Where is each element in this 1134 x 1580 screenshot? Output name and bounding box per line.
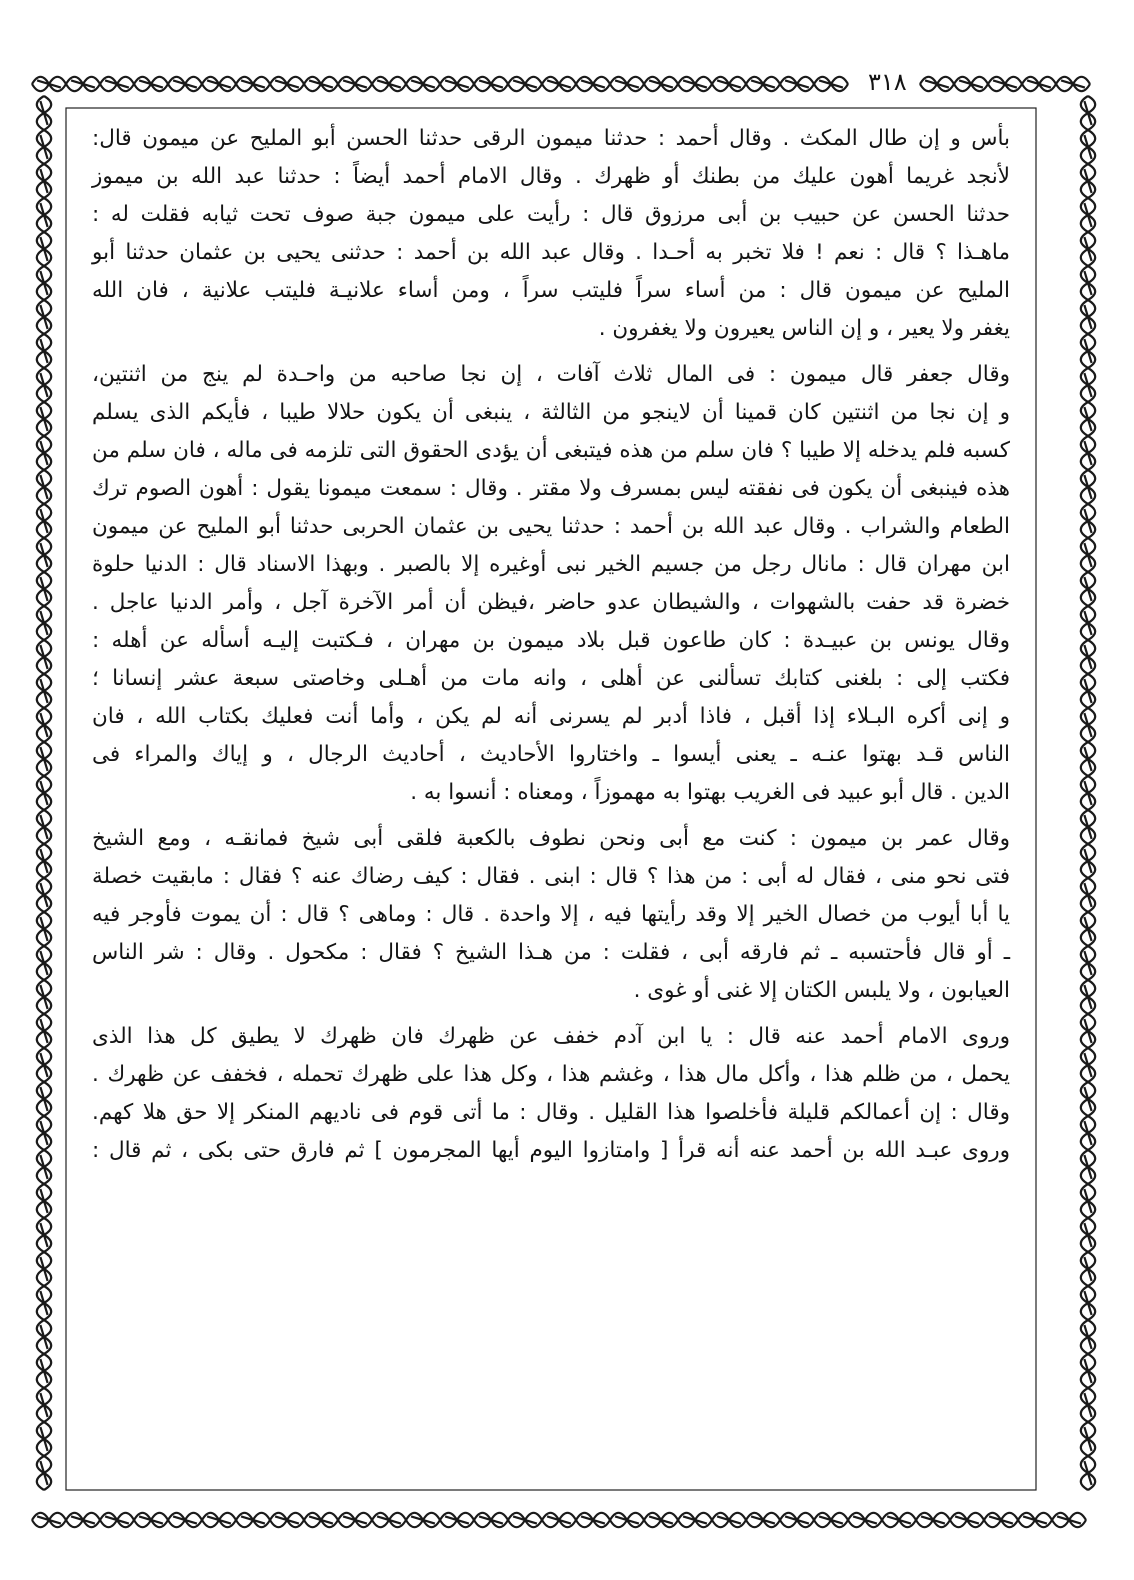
text-line: و إنى أكره البـلاء إذا أقبل ، فاذا أدبر لم يسرنى أنه لم يكن ، وأما أنت فعليك بكتاب الله ، فان — [92, 704, 1010, 729]
text-line: وقال جعفر قال ميمون : فى المال ثلاث آفات ، إن نجا صاحبه من واحـدة لم ينج من اثنتين، — [92, 362, 1010, 387]
border-top — [32, 77, 1090, 91]
text-line: حدثنا الحسن عن حبيب بن أبى مرزوق قال : رأيت على ميمون جبة صوف تحت ثيابه فقلت له : — [92, 202, 1010, 227]
text-line: ماهـذا ؟ قال : نعم ! فلا تخبر به أحـدا . وقال عبد الله بن أحمد : حدثنى يحيى بن عثمان حدثنا أبو — [92, 240, 1010, 265]
paragraph-3 — [92, 820, 1010, 1010]
main-text — [92, 120, 1010, 1178]
text-line: فكتب إلى : بلغنى كتابك تسألنى عن أهلى ، وانه مات من أهـلى وخاصتى سبعة عشر إنسانا ؛ — [92, 666, 1010, 691]
text-line: ـ أو قال فأحتسبه ـ ثم فارقه أبى ، فقلت : من هـذا الشيخ ؟ فقال : مكحول . وقال : شر الناس — [92, 940, 1010, 965]
text-line: الناس قـد بهتوا عنـه ـ يعنى أيسوا ـ واختاروا الأحاديث ، أحاديث الرجال ، و إياك والمراء فى — [92, 742, 1010, 767]
text-line: و إن نجا من اثنتين كان قمينا أن لاينجو من الثالثة ، ينبغى أن يكون حلالا طيبا ، فأيكم الذى يسلم — [92, 400, 1010, 425]
text-line: يغفر ولا يعير ، و إن الناس يعيرون ولا يغفرون . — [598, 316, 1010, 341]
text-line: يا أبا أيوب من خصال الخير إلا وقد رأيتها فيه ، إلا واحدة . قال : وماهى ؟ قال : أن يموت فأوجر فيه — [92, 902, 1010, 927]
text-line: يحمل ، من ظلم هذا ، وأكل مال هذا ، وغشم هذا ، وكل هذا على ظهرك تحمله ، فخفف عن ظهرك . — [92, 1062, 1010, 1087]
text-line: وروى عبـد الله بن أحمد عنه أنه قرأ [ وامتازوا اليوم أيها المجرمون ] ثم فارق حتى بكى ، ثم قال : — [92, 1138, 1010, 1163]
text-line: بأس و إن طال المكث . وقال أحمد : حدثنا ميمون الرقى حدثنا الحسن أبو المليح عن ميمون قال: — [92, 126, 1010, 151]
text-line: وقال عمر بن ميمون : كنت مع أبى ونحن نطوف بالكعبة فلقى أبى شيخ فمانقـه ، ومع الشيخ — [92, 826, 1010, 851]
text-line: وروى الامام أحمد عنه قال : يا ابن آدم خفف عن ظهرك فان ظهرك لا يطيق كل هذا الذى — [92, 1024, 1010, 1049]
border-bottom — [32, 1513, 1086, 1527]
text-line: كسبه فلم يدخله إلا طيبا ؟ فان سلم من هذه فيتبغى أن يؤدى الحقوق التى تلزمه فى ماله ، فان سلم من — [92, 438, 1010, 463]
paragraph-2 — [92, 356, 1010, 812]
text-line: هذه فينبغى أن يكون فى نفقته ليس بمسرف ولا مقتر . وقال : سمعت ميمونا يقول : أهون الصوم ترك — [92, 476, 1010, 501]
text-line: وقال : إن أعمالكم قليلة فأخلصوا هذا القليل . وقال : ما أتى قوم فى ناديهم المنكر إلا حق هلا كهم. — [92, 1100, 1010, 1125]
text-line: فتى نحو منى ، فقال له أبى : من هذا ؟ قال : ابنى . فقال : كيف رضاك عنه ؟ فقال : مابقيت خصلة — [92, 864, 1010, 889]
text-line: الطعام والشراب . وقال عبد الله بن أحمد : حدثنا يحيى بن عثمان الحربى حدثنا أبو المليح عن ميمون — [92, 514, 1010, 539]
text-line: العيابون ، ولا يلبس الكتان إلا غنى أو غوى . — [633, 978, 1010, 1003]
text-line: الدين . قال أبو عبيد فى الغريب بهتوا به مهموزاً ، ومعناه : أنسوا به . — [410, 780, 1010, 805]
border-right — [1081, 96, 1095, 1490]
page-number: ٣١٨ — [862, 68, 913, 96]
border-left — [37, 96, 51, 1490]
text-line: وقال يونس بن عبيـدة : كان طاعون قبل بلاد ميمون بن مهران ، فـكتبت إليـه أسأله عن أهله : — [92, 628, 1010, 653]
text-line: لأنجد غريما أهون عليك من بطنك أو ظهرك . وقال الامام أحمد أيضاً : حدثنا عبد الله بن ميموز — [92, 164, 1010, 189]
paragraph-1 — [92, 120, 1010, 348]
text-line: المليح عن ميمون قال : من أساء سراً فليتب سراً ، ومن أساء علانيـة فليتب علانية ، فان الله — [92, 278, 1010, 303]
paragraph-4 — [92, 1018, 1010, 1170]
text-line: خضرة قد حفت بالشهوات ، والشيطان عدو حاضر ،فيظن أن أمر الآخرة آجل ، وأمر الدنيا عاجل . — [92, 590, 1010, 615]
text-line: ابن مهران قال : مانال رجل من جسيم الخير نبى أوغيره إلا بالصبر . وبهذا الاسناد قال : الدنيا حلوة — [92, 552, 1010, 577]
